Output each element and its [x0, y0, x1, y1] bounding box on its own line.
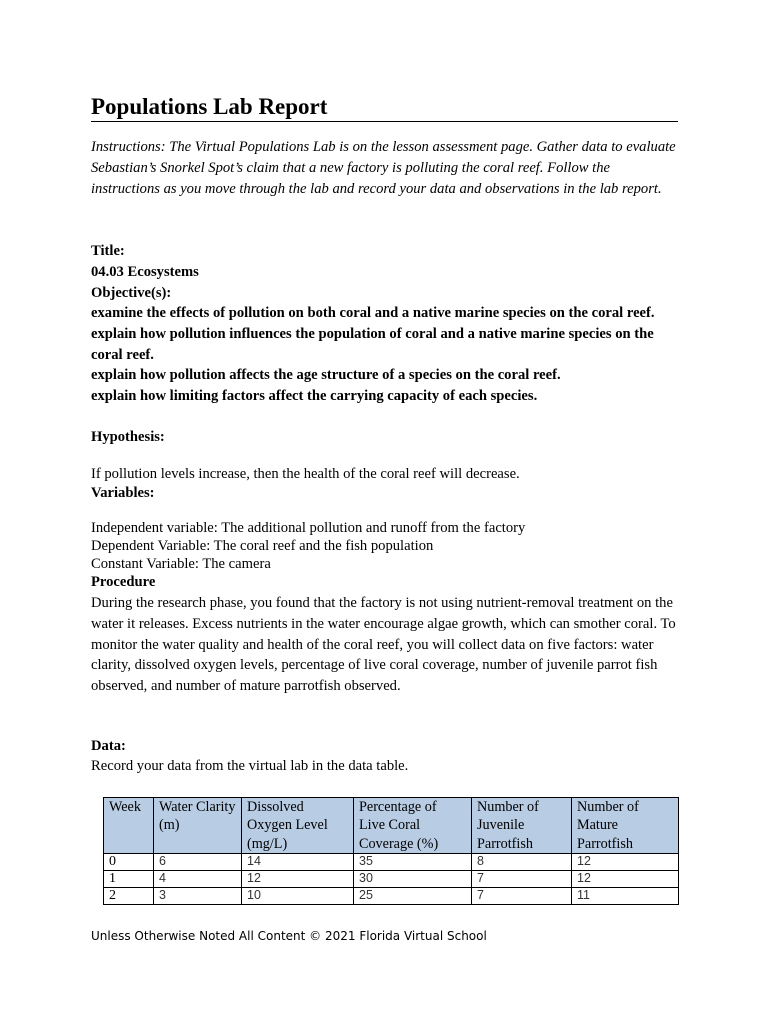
title-label: Title: [91, 243, 125, 259]
table-cell: 7 [472, 887, 572, 904]
table-cell: 12 [242, 870, 354, 887]
objective-item: explain how pollution influences the population of coral and a native marine species on the coral reef. [91, 326, 654, 363]
table-cell: 7 [472, 870, 572, 887]
table-cell-week: 1 [104, 870, 154, 887]
table-header-cell: Percentage of Live Coral Coverage (%) [354, 798, 472, 854]
page-title: Populations Lab Report [91, 92, 678, 122]
table-cell: 11 [572, 887, 679, 904]
table-cell: 14 [242, 853, 354, 870]
table-cell: 10 [242, 887, 354, 904]
table-cell: 35 [354, 853, 472, 870]
title-value: 04.03 Ecosystems [91, 264, 199, 280]
table-cell: 3 [154, 887, 242, 904]
table-row [104, 853, 679, 870]
table-cell: 8 [472, 853, 572, 870]
table-cell: 25 [354, 887, 472, 904]
table-cell-week: 2 [104, 887, 154, 904]
instructions-paragraph: Instructions: The Virtual Populations Lab is on the lesson assessment page. Gather data to evaluate Sebastian’s Snorkel Spot’s claim that a new factory is polluting the coral reef. Follow the instructions as you move through the lab and record your data and observations in the lab report. [91, 139, 676, 197]
hypothesis-label: Hypothesis: [91, 429, 165, 445]
table-cell-week: 0 [104, 853, 154, 870]
data-label: Data: [91, 738, 126, 754]
page-footer: Unless Otherwise Noted All Content © 2021 Florida Virtual School [91, 929, 487, 943]
data-table [103, 797, 679, 905]
hypothesis-text: If pollution levels increase, then the health of the coral reef will decrease. [91, 466, 520, 482]
table-cell: 6 [154, 853, 242, 870]
objective-item: explain how pollution affects the age structure of a species on the coral reef. [91, 367, 561, 383]
objective-item: examine the effects of pollution on both coral and a native marine species on the coral reef. [91, 305, 655, 321]
table-cell: 12 [572, 870, 679, 887]
data-instruction: Record your data from the virtual lab in the data table. [91, 758, 409, 774]
variable-item: Independent variable: The additional pollution and runoff from the factory [91, 520, 526, 536]
objectives-label: Objective(s): [91, 285, 172, 301]
table-cell: 4 [154, 870, 242, 887]
procedure-label: Procedure [91, 574, 156, 590]
table-header-cell: Week [104, 798, 154, 854]
table-header-cell: Water Clarity (m) [154, 798, 242, 854]
procedure-text: During the research phase, you found that the factory is not using nutrient-removal treatment on the water it releases. Excess nutrients in the water encourage algae growth, which can smother coral. To monitor the water quality and health of the coral reef, you will collect data on five factors: water clarity, dissolved oxygen levels, percentage of live coral coverage, number of juvenile parrot fish observed, and number of mature parrotfish observed. [91, 595, 676, 695]
table-cell: 30 [354, 870, 472, 887]
table-header-cell: Number of Mature Parrotfish [572, 798, 679, 854]
variables-label: Variables: [91, 485, 155, 501]
variable-item: Dependent Variable: The coral reef and the fish population [91, 538, 434, 554]
table-header-cell: Dissolved Oxygen Level (mg/L) [242, 798, 354, 854]
table-row [104, 870, 679, 887]
variable-item: Constant Variable: The camera [91, 556, 271, 572]
table-header-cell: Number of Juvenile Parrotfish [472, 798, 572, 854]
table-header-row [104, 798, 679, 854]
table-row [104, 887, 679, 904]
objective-item: explain how limiting factors affect the carrying capacity of each species. [91, 388, 538, 404]
table-cell: 12 [572, 853, 679, 870]
